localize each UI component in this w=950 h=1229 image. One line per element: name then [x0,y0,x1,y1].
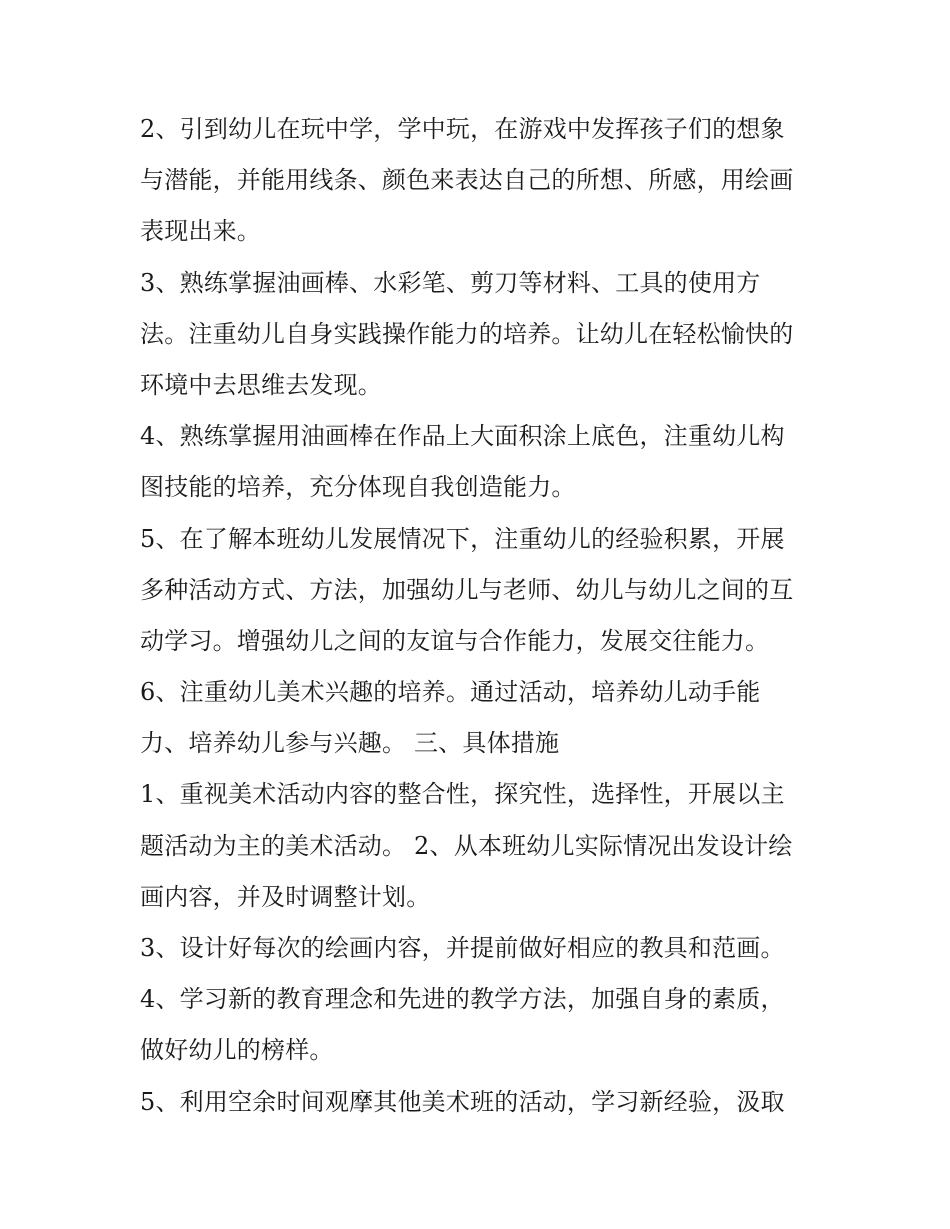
text-line: 3、设计好每次的绘画内容，并提前做好相应的教具和范画。 [140,934,785,962]
text-line: 做好幼儿的榜样。 [140,1036,334,1065]
text-line: 1、重视美术活动内容的整合性，探究性，选择性，开展以主 [140,780,785,809]
text-line: 4、熟练掌握用油画棒在作品上大面积涂上底色，注重幼儿构 [140,422,785,451]
text-line: 力、培养幼儿参与兴趣。 三、具体措施 [140,729,560,758]
document-body [140,104,820,1128]
text-line: 动学习。增强幼儿之间的友谊与合作能力，发展交往能力。 [140,626,770,655]
text-line: 法。注重幼儿自身实践操作能力的培养。让幼儿在轻松愉快的 [140,319,794,348]
text-line: 3、熟练掌握油画棒、水彩笔、剪刀等材料、工具的使用方 [140,268,761,297]
text-line: 5、利用空余时间观摩其他美术班的活动，学习新经验，汲取 [140,1087,785,1116]
text-line: 4、学习新的教育理念和先进的教学方法，加强自身的素质， [140,985,785,1014]
text-line: 表现出来。 [140,217,261,246]
text-line: 多种活动方式、方法，加强幼儿与老师、幼儿与幼儿之间的互 [140,575,794,604]
text-line: 画内容，并及时调整计划。 [140,882,431,911]
text-line: 环境中去思维去发现。 [140,370,382,399]
text-line: 5、在了解本班幼儿发展情况下，注重幼儿的经验积累，开展 [140,524,785,553]
text-line: 6、注重幼儿美术兴趣的培养。通过活动，培养幼儿动手能 [140,678,761,707]
text-line: 题活动为主的美术活动。 2、从本班幼儿实际情况出发设计绘 [140,831,793,860]
text-line: 图技能的培养，充分体现自我创造能力。 [140,473,576,502]
text-line: 2、引到幼儿在玩中学，学中玩，在游戏中发挥孩子们的想象 [140,115,785,143]
text-line: 与潜能，并能用线条、颜色来表达自己的所想、所感，用绘画 [140,166,794,195]
